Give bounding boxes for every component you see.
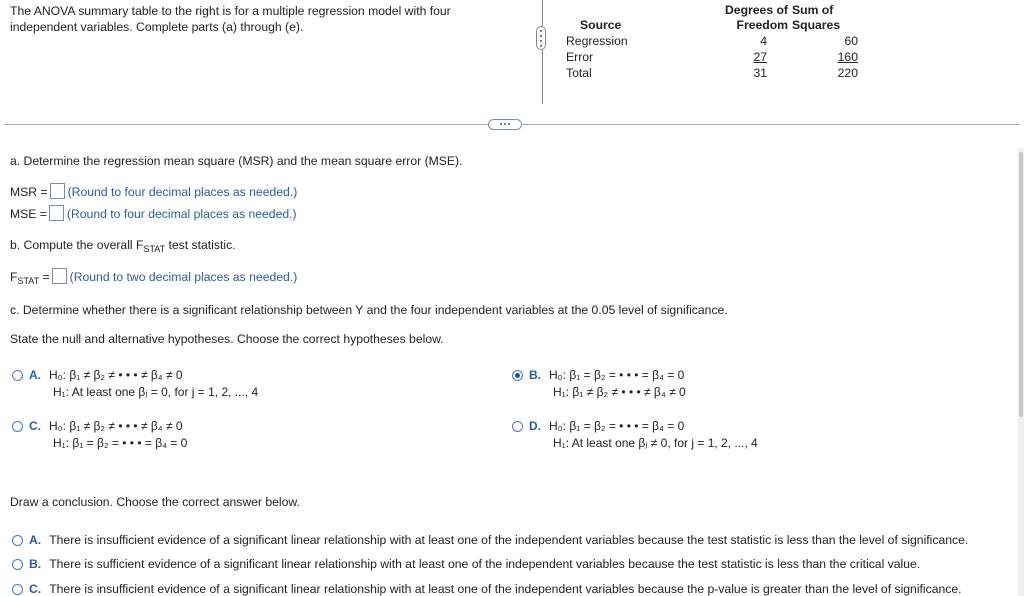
mse-row xyxy=(10,205,297,222)
conclusion-a-letter: A. xyxy=(29,533,42,547)
mse-hint: (Round to four decimal places as needed.) xyxy=(66,207,297,221)
part-b-question-sub: STAT xyxy=(143,244,166,254)
conclusion-option-a[interactable] xyxy=(12,532,968,548)
option-a-letter: A. xyxy=(29,368,41,382)
conclusion-option-b[interactable] xyxy=(12,556,920,572)
option-a-h1: H₁: At least one βⱼ = 0, for j = 1, 2, ..., 4 xyxy=(53,385,259,399)
conclusion-c-text: There is insufficient evidence of a significant linear relationship with at least one of the independent variables because the p-value is greater than the level of significance. xyxy=(49,582,962,596)
msr-label: MSR = xyxy=(10,185,48,199)
row-source: Error xyxy=(566,50,594,64)
option-a-h0: H₀: β₁ ≠ β₂ ≠ • • • ≠ β₄ ≠ 0 xyxy=(49,368,183,382)
table-row xyxy=(566,49,866,65)
row-ss: 160 xyxy=(837,50,858,64)
option-c-h0: H₀: β₁ ≠ β₂ ≠ • • • ≠ β₄ ≠ 0 xyxy=(49,419,183,433)
hypothesis-option-b[interactable] xyxy=(512,367,686,401)
part-b-question-post: test statistic. xyxy=(165,238,236,252)
radio-conclusion-c[interactable] xyxy=(12,584,23,595)
hypothesis-option-d[interactable] xyxy=(512,418,758,452)
df-header-top: Degrees of xyxy=(725,3,788,17)
vertical-pane-divider xyxy=(542,0,543,104)
conclusion-c-letter: C. xyxy=(29,582,42,596)
ss-header-top: Sum of xyxy=(792,3,834,17)
option-c-letter: C. xyxy=(29,419,41,433)
row-ss: 220 xyxy=(837,66,858,80)
fstat-label: F xyxy=(10,270,18,284)
intro-line-1: The ANOVA summary table to the right is for a multiple regression model with four xyxy=(10,4,451,18)
scrollbar-thumb[interactable] xyxy=(1019,152,1023,417)
option-c-h1: H₁: β₁ = β₂ = • • • = β₄ = 0 xyxy=(53,436,188,450)
vertical-splitter-handle[interactable] xyxy=(536,26,546,50)
fstat-hint: (Round to two decimal places as needed.) xyxy=(69,270,298,284)
option-d-h1: H₁: At least one βⱼ ≠ 0, for j = 1, 2, ..., 4 xyxy=(553,436,758,450)
row-source: Total xyxy=(566,66,592,80)
row-source: Regression xyxy=(566,34,628,48)
row-df: 27 xyxy=(753,50,767,64)
intro-text xyxy=(10,3,530,35)
radio-option-a[interactable] xyxy=(12,370,23,381)
fstat-input[interactable] xyxy=(52,268,67,284)
option-b-letter: B. xyxy=(529,368,541,382)
msr-hint: (Round to four decimal places as needed.) xyxy=(67,185,298,199)
part-a-question: a. Determine the regression mean square (MSR) and the mean square error (MSE). xyxy=(10,154,463,168)
conclusion-instruction: Draw a conclusion. Choose the correct answer below. xyxy=(10,495,300,509)
intro-line-2: independent variables. Complete parts (a) through (e). xyxy=(10,20,304,34)
msr-input[interactable] xyxy=(50,183,65,199)
conclusion-a-text: There is insufficient evidence of a significant linear relationship with at least one of the independent variables because the test statistic is less than the level of significance. xyxy=(49,533,969,547)
hypothesis-option-a[interactable] xyxy=(12,367,258,401)
mse-label: MSE = xyxy=(10,207,47,221)
radio-conclusion-a[interactable] xyxy=(12,535,23,546)
fstat-row xyxy=(10,268,297,285)
source-header: Source xyxy=(580,18,622,32)
row-df: 4 xyxy=(760,34,767,48)
table-row xyxy=(566,33,866,49)
conclusion-b-text: There is sufficient evidence of a significant linear relationship with at least one of the independent variables because the test statistic is less than the critical value. xyxy=(49,557,921,571)
part-b-question xyxy=(10,237,236,253)
anova-table xyxy=(566,3,866,81)
part-c-question: c. Determine whether there is a significant relationship between Y and the four independent variables at the 0.05 level of significance. xyxy=(10,303,728,317)
row-ss: 60 xyxy=(844,34,858,48)
hypotheses-instruction: State the null and alternative hypotheses. Choose the correct hypotheses below. xyxy=(10,332,444,346)
radio-option-b[interactable] xyxy=(512,370,523,381)
radio-option-d[interactable] xyxy=(512,421,523,432)
radio-conclusion-b[interactable] xyxy=(12,559,23,570)
option-d-letter: D. xyxy=(529,419,541,433)
row-df: 31 xyxy=(753,66,767,80)
msr-row xyxy=(10,183,297,200)
hypothesis-option-c[interactable] xyxy=(12,418,187,452)
option-b-h1: H₁: β₁ ≠ β₂ ≠ • • • ≠ β₄ ≠ 0 xyxy=(553,385,686,399)
option-b-h0: H₀: β₁ = β₂ = • • • = β₄ = 0 xyxy=(549,368,685,382)
conclusion-b-letter: B. xyxy=(29,557,42,571)
horizontal-splitter-handle[interactable] xyxy=(488,119,522,130)
conclusion-option-c[interactable] xyxy=(12,581,1012,596)
fstat-label-sub: STAT xyxy=(17,276,40,286)
mse-input[interactable] xyxy=(49,205,64,221)
ss-header-bottom: Squares xyxy=(792,18,841,32)
df-header-bottom: Freedom xyxy=(736,18,788,32)
fstat-equals: = xyxy=(42,270,50,284)
option-d-h0: H₀: β₁ = β₂ = • • • = β₄ = 0 xyxy=(549,419,685,433)
radio-option-c[interactable] xyxy=(12,421,23,432)
part-b-question-text: b. Compute the overall F xyxy=(10,238,144,252)
table-row xyxy=(566,65,866,81)
